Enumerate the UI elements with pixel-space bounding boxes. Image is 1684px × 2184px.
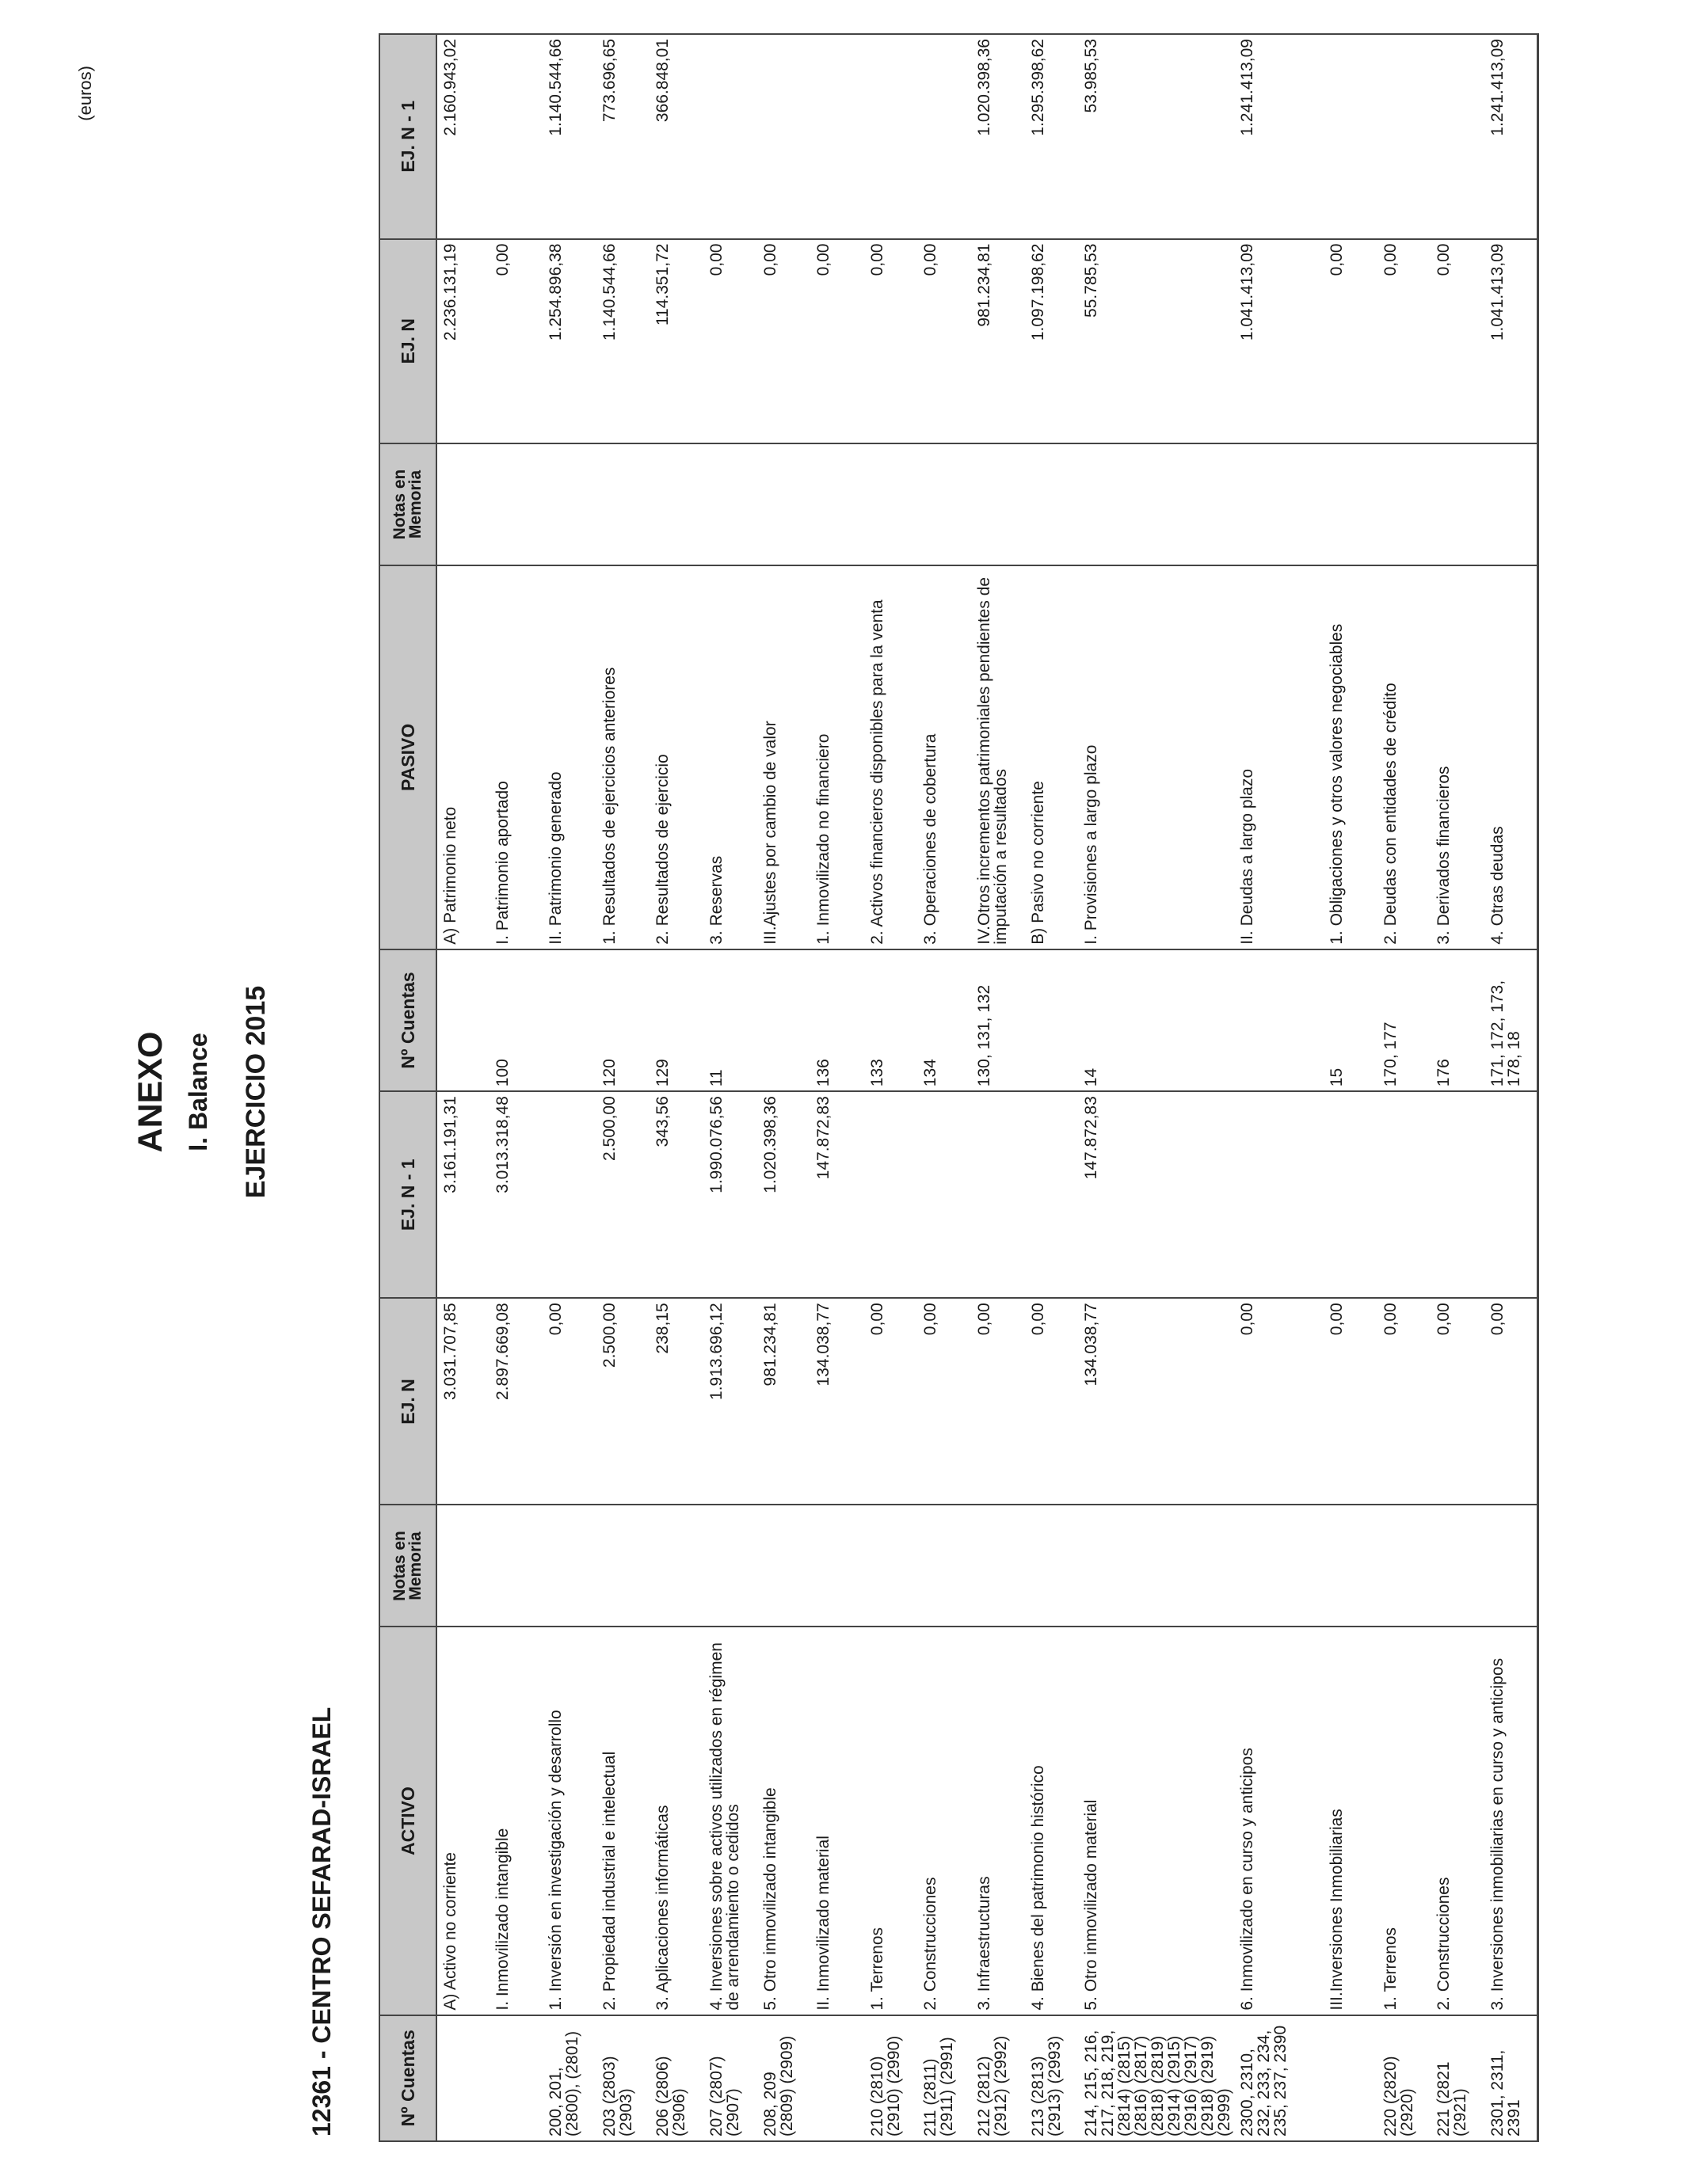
table-row [650, 34, 703, 2141]
ejn-activo-value: 0,00 [1234, 1298, 1324, 1505]
ejn1-pasivo-value: 2.160.943,02 [436, 34, 490, 239]
ejn-pasivo-value: 2.236.131,19 [436, 239, 490, 443]
notas-activo [490, 1505, 543, 1627]
account-codes-activo: 2300, 2310, 232, 233, 234, 235, 237, 2390 [1234, 2015, 1324, 2141]
activo-label: III.Inversiones Inmobiliarias [1324, 1627, 1377, 2015]
notas-pasivo [436, 443, 490, 565]
pasivo-label: B) Pasivo no corriente [1025, 565, 1079, 949]
activo-label: 1. Inversión en investigación y desarrollo [543, 1627, 596, 2015]
pasivo-label: 1. Resultados de ejercicios anteriores [596, 565, 650, 949]
table-row [1431, 34, 1484, 2141]
pasivo-label: 2. Deudas con entidades de crédito [1377, 565, 1431, 949]
activo-label: 4. Inversiones sobre activos utilizados en régimen de arrendamiento o cedidos [703, 1627, 757, 2015]
ejn1-pasivo-value: 366.848,01 [650, 34, 703, 239]
pasivo-label: IV.Otros incrementos patrimoniales pendientes de imputación a resultados [971, 565, 1025, 949]
ejn-pasivo-value: 0,00 [1377, 239, 1431, 443]
ejn-pasivo-value: 0,00 [810, 239, 864, 443]
ejn-pasivo-value: 1.097.198,62 [1025, 239, 1079, 443]
notas-activo [703, 1505, 757, 1627]
col-header-ejn-pasivo: EJ. N [379, 239, 436, 443]
notas-pasivo [810, 443, 864, 565]
notas-pasivo [650, 443, 703, 565]
page-subtitle: I. Balance [184, 1033, 212, 1151]
ejn1-pasivo-value: 53.985,53 [1078, 34, 1234, 239]
table-body [436, 34, 1538, 2141]
ejn1-activo-value: 147.872,83 [1078, 1091, 1234, 1298]
ejn1-activo-value [543, 1091, 596, 1298]
notas-pasivo [596, 443, 650, 565]
ejn1-activo-value [1025, 1091, 1079, 1298]
activo-label: 2. Construcciones [917, 1627, 971, 2015]
pasivo-label: 3. Operaciones de cobertura [917, 565, 971, 949]
ejn1-activo-value [1324, 1091, 1377, 1298]
ejn-activo-value: 0,00 [1431, 1298, 1484, 1505]
notas-activo [810, 1505, 864, 1627]
activo-label: 4. Bienes del patrimonio histórico [1025, 1627, 1079, 2015]
ejn1-activo-value: 147.872,83 [810, 1091, 864, 1298]
col-header-cuentas-pasivo: Nº Cuentas [379, 949, 436, 1091]
ejn1-pasivo-value [810, 34, 864, 239]
ejn-activo-value: 3.031.707,85 [436, 1298, 490, 1505]
table-header-row [379, 34, 436, 2141]
ejn1-pasivo-value: 1.295.398,62 [1025, 34, 1079, 239]
notas-activo [1377, 1505, 1431, 1627]
ejn-activo-value: 2.500,00 [596, 1298, 650, 1505]
pasivo-label: 3. Derivados financieros [1431, 565, 1484, 949]
account-codes-activo: 214, 215, 216, 217, 218, 219, (2814) (2815) (2816) (2817) (2818) (2819) (2914) (2915) (2916) (2917) (2918) (2919) (2999) [1078, 2015, 1234, 2141]
activo-label: 5. Otro inmovilizado intangible [757, 1627, 811, 2015]
entity-name: 12361 - CENTRO SEFARAD-ISRAEL [307, 1706, 336, 2136]
notas-activo [971, 1505, 1025, 1627]
account-codes-pasivo [1234, 949, 1324, 1091]
ejn-pasivo-value: 1.041.413,09 [1484, 239, 1538, 443]
col-header-ejn1-activo: EJ. N - 1 [379, 1091, 436, 1298]
ejn-pasivo-value: 1.041.413,09 [1234, 239, 1324, 443]
account-codes-activo: 207 (2807) (2907) [703, 2015, 757, 2141]
ejn-activo-value: 2.897.669,08 [490, 1298, 543, 1505]
account-codes-pasivo [543, 949, 596, 1091]
balance-table [379, 33, 1539, 2142]
ejn-pasivo-value: 1.140.544,66 [596, 239, 650, 443]
ejn1-activo-value [864, 1091, 918, 1298]
notas-pasivo [1431, 443, 1484, 565]
account-codes-pasivo: 100 [490, 949, 543, 1091]
ejn-activo-value: 0,00 [1377, 1298, 1431, 1505]
ejn-activo-value: 0,00 [543, 1298, 596, 1505]
account-codes-pasivo: 136 [810, 949, 864, 1091]
ejn1-activo-value [1484, 1091, 1538, 1298]
account-codes-pasivo [757, 949, 811, 1091]
notas-activo [1431, 1505, 1484, 1627]
col-header-notas-pasivo: Notas en Memoria [379, 443, 436, 565]
account-codes-activo: 203 (2803) (2903) [596, 2015, 650, 2141]
account-codes-pasivo: 170, 177 [1377, 949, 1431, 1091]
notas-pasivo [971, 443, 1025, 565]
notas-pasivo [543, 443, 596, 565]
activo-label: 1. Terrenos [1377, 1627, 1431, 2015]
ejn1-activo-value: 2.500,00 [596, 1091, 650, 1298]
ejn-activo-value: 0,00 [917, 1298, 971, 1505]
account-codes-pasivo: 176 [1431, 949, 1484, 1091]
account-codes-activo [1324, 2015, 1377, 2141]
activo-label: 2. Propiedad industrial e intelectual [596, 1627, 650, 2015]
ejn1-pasivo-value: 773.696,65 [596, 34, 650, 239]
ejn-activo-value: 238,15 [650, 1298, 703, 1505]
activo-label: 2. Construcciones [1431, 1627, 1484, 2015]
account-codes-pasivo [1025, 949, 1079, 1091]
account-codes-pasivo: 14 [1078, 949, 1234, 1091]
notas-activo [650, 1505, 703, 1627]
ejn-pasivo-value: 0,00 [1431, 239, 1484, 443]
ejn-pasivo-value: 0,00 [490, 239, 543, 443]
table-row [543, 34, 596, 2141]
table-row [971, 34, 1025, 2141]
table-row [436, 34, 490, 2141]
ejn-activo-value: 0,00 [1025, 1298, 1079, 1505]
ejn-pasivo-value: 1.254.896,38 [543, 239, 596, 443]
notas-pasivo [703, 443, 757, 565]
notas-activo [596, 1505, 650, 1627]
ejn1-activo-value [1377, 1091, 1431, 1298]
ejn-pasivo-value: 0,00 [864, 239, 918, 443]
ejn1-pasivo-value: 1.020.398,36 [971, 34, 1025, 239]
table-row [1324, 34, 1377, 2141]
ejn-pasivo-value: 114.351,72 [650, 239, 703, 443]
ejn-activo-value: 981.234,81 [757, 1298, 811, 1505]
notas-pasivo [1324, 443, 1377, 565]
notas-pasivo [917, 443, 971, 565]
col-header-cuentas-activo: Nº Cuentas [379, 2015, 436, 2141]
pasivo-label: 3. Reservas [703, 565, 757, 949]
pasivo-label: 1. Inmovilizado no financiero [810, 565, 864, 949]
account-codes-activo [810, 2015, 864, 2141]
table-row [917, 34, 971, 2141]
ejn1-pasivo-value [1324, 34, 1377, 239]
pasivo-label: II. Patrimonio generado [543, 565, 596, 949]
account-codes-pasivo [436, 949, 490, 1091]
table-row [490, 34, 543, 2141]
account-codes-activo: 2301, 2311, 2391 [1484, 2015, 1538, 2141]
notas-activo [1234, 1505, 1324, 1627]
col-header-ejn-activo: EJ. N [379, 1298, 436, 1505]
account-codes-activo: 212 (2812) (2912) (2992) [971, 2015, 1025, 2141]
activo-label: 3. Aplicaciones informáticas [650, 1627, 703, 2015]
table-row [1025, 34, 1079, 2141]
activo-label: A) Activo no corriente [436, 1627, 490, 2015]
account-codes-pasivo: 129 [650, 949, 703, 1091]
notas-pasivo [1234, 443, 1324, 565]
notas-activo [1324, 1505, 1377, 1627]
ejn-pasivo-value: 55.785,53 [1078, 239, 1234, 443]
ejn-pasivo-value: 0,00 [757, 239, 811, 443]
account-codes-activo: 206 (2806) (2906) [650, 2015, 703, 2141]
ejn1-activo-value: 3.013.318,48 [490, 1091, 543, 1298]
ejn1-pasivo-value [864, 34, 918, 239]
notas-activo [436, 1505, 490, 1627]
ejn1-activo-value: 1.990.076,56 [703, 1091, 757, 1298]
account-codes-pasivo: 133 [864, 949, 918, 1091]
ejn1-activo-value [971, 1091, 1025, 1298]
ejn-activo-value: 134.038,77 [1078, 1298, 1234, 1505]
table-row [703, 34, 757, 2141]
table-row [1078, 34, 1234, 2141]
units-label: (euros) [75, 66, 95, 121]
col-header-ejn1-pasivo: EJ. N - 1 [379, 34, 436, 239]
pasivo-label: 1. Obligaciones y otros valores negociables [1324, 565, 1377, 949]
ejn1-pasivo-value: 1.140.544,66 [543, 34, 596, 239]
account-codes-activo: 208, 209 (2809) (2909) [757, 2015, 811, 2141]
ejn1-pasivo-value: 1.241.413,09 [1484, 34, 1538, 239]
account-codes-pasivo: 130, 131, 132 [971, 949, 1025, 1091]
pasivo-label: I. Provisiones a largo plazo [1078, 565, 1234, 949]
notas-activo [757, 1505, 811, 1627]
ejn-activo-value: 0,00 [864, 1298, 918, 1505]
ejn-activo-value: 0,00 [971, 1298, 1025, 1505]
account-codes-activo: 210 (2810) (2910) (2990) [864, 2015, 918, 2141]
account-codes-activo: 213 (2813) (2913) (2993) [1025, 2015, 1079, 2141]
page-title: ANEXO [131, 1031, 170, 1153]
account-codes-pasivo: 11 [703, 949, 757, 1091]
account-codes-activo: 221 (2821 (2921) [1431, 2015, 1484, 2141]
account-codes-activo: 211 (2811) (2911) (2991) [917, 2015, 971, 2141]
activo-label: 1. Terrenos [864, 1627, 918, 2015]
table-row [810, 34, 864, 2141]
notas-pasivo [1484, 443, 1538, 565]
ejn-activo-value: 1.913.696,12 [703, 1298, 757, 1505]
ejn1-pasivo-value: 1.241.413,09 [1234, 34, 1324, 239]
ejn1-activo-value [1431, 1091, 1484, 1298]
ejn-activo-value: 134.038,77 [810, 1298, 864, 1505]
account-codes-activo: 220 (2820) (2920) [1377, 2015, 1431, 2141]
notas-activo [864, 1505, 918, 1627]
col-header-pasivo: PASIVO [379, 565, 436, 949]
table-row [1484, 34, 1538, 2141]
account-codes-activo [436, 2015, 490, 2141]
ejn-pasivo-value: 0,00 [917, 239, 971, 443]
ejn-pasivo-value: 0,00 [703, 239, 757, 443]
pasivo-label: 4. Otras deudas [1484, 565, 1538, 949]
ejn1-pasivo-value [1377, 34, 1431, 239]
account-codes-pasivo: 120 [596, 949, 650, 1091]
ejn1-pasivo-value [757, 34, 811, 239]
ejn1-pasivo-value [1431, 34, 1484, 239]
ejn1-activo-value: 343,56 [650, 1091, 703, 1298]
notas-activo [1078, 1505, 1234, 1627]
ejn1-activo-value [1234, 1091, 1324, 1298]
notas-pasivo [864, 443, 918, 565]
ejn1-activo-value: 3.161.191,31 [436, 1091, 490, 1298]
notas-activo [543, 1505, 596, 1627]
notas-pasivo [490, 443, 543, 565]
ejn1-pasivo-value [917, 34, 971, 239]
table-row [757, 34, 811, 2141]
ejn1-activo-value: 1.020.398,36 [757, 1091, 811, 1298]
activo-label: 6. Inmovilizado en curso y anticipos [1234, 1627, 1324, 2015]
activo-label: II. Inmovilizado material [810, 1627, 864, 2015]
pasivo-label: II. Deudas a largo plazo [1234, 565, 1324, 949]
ejn-pasivo-value: 981.234,81 [971, 239, 1025, 443]
ejn-activo-value: 0,00 [1324, 1298, 1377, 1505]
notas-activo [1025, 1505, 1079, 1627]
activo-label: 3. Inversiones inmobiliarias en curso y anticipos [1484, 1627, 1538, 2015]
table-row [864, 34, 918, 2141]
exercise-title: EJERCICIO 2015 [241, 985, 271, 1199]
activo-label: 3. Infraestructuras [971, 1627, 1025, 2015]
table-row [1377, 34, 1431, 2141]
account-codes-pasivo: 171, 172, 173, 178, 18 [1484, 949, 1538, 1091]
account-codes-pasivo: 134 [917, 949, 971, 1091]
activo-label: I. Inmovilizado intangible [490, 1627, 543, 2015]
notas-pasivo [757, 443, 811, 565]
table-row [1234, 34, 1324, 2141]
notas-activo [917, 1505, 971, 1627]
pasivo-label: 2. Resultados de ejercicio [650, 565, 703, 949]
ejn-activo-value: 0,00 [1484, 1298, 1538, 1505]
notas-pasivo [1025, 443, 1079, 565]
table-row [596, 34, 650, 2141]
account-codes-activo: 200, 201, (2800), (2801) [543, 2015, 596, 2141]
account-codes-activo [490, 2015, 543, 2141]
activo-label: 5. Otro inmovilizado material [1078, 1627, 1234, 2015]
ejn1-pasivo-value [490, 34, 543, 239]
pasivo-label: A) Patrimonio neto [436, 565, 490, 949]
notas-pasivo [1078, 443, 1234, 565]
col-header-activo: ACTIVO [379, 1627, 436, 2015]
notas-pasivo [1377, 443, 1431, 565]
ejn-pasivo-value: 0,00 [1324, 239, 1377, 443]
pasivo-label: 2. Activos financieros disponibles para la venta [864, 565, 918, 949]
pasivo-label: III.Ajustes por cambio de valor [757, 565, 811, 949]
pasivo-label: I. Patrimonio aportado [490, 565, 543, 949]
notas-activo [1484, 1505, 1538, 1627]
ejn1-pasivo-value [703, 34, 757, 239]
account-codes-pasivo: 15 [1324, 949, 1377, 1091]
ejn1-activo-value [917, 1091, 971, 1298]
col-header-notas-activo: Notas en Memoria [379, 1505, 436, 1627]
